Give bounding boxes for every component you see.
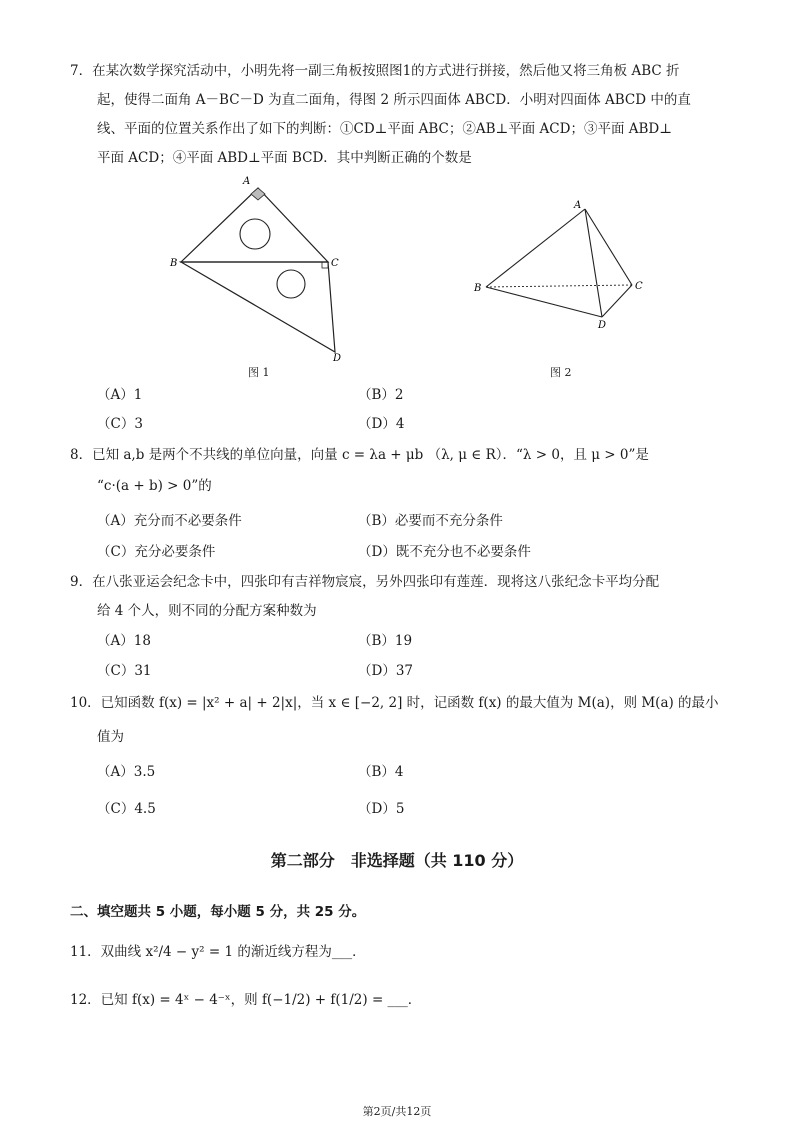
fig1-label-c: C [331, 258, 339, 269]
q10-option-d: （D）5 [358, 801, 405, 817]
fig2-edge-bc-hidden [486, 285, 632, 287]
q7-line-2: 起，使得二面角 A－BC－D 为直二面角，得图 2 所示四面体 ABCD．小明对四面体 ABCD 中的直 [97, 92, 691, 108]
q9-option-d: （D）37 [358, 663, 414, 679]
q10-line-2: 值为 [97, 729, 124, 745]
fig1-label-a: A [243, 176, 251, 187]
fig2-edge-bd [486, 287, 602, 317]
q9-line-1: 9．在八张亚运会纪念卡中，四张印有吉祥物宸宸，另外四张印有莲莲．现将这八张纪念卡平均分配 [70, 574, 660, 590]
part2-heading: 第二部分 非选择题（共 110 分） [270, 851, 524, 870]
figure-2-diagram [472, 196, 652, 336]
figure-2-caption: 图 2 [550, 366, 572, 379]
q7-option-d: （D）4 [358, 416, 405, 432]
figure-1-caption: 图 1 [248, 366, 270, 379]
fig2-label-a: A [574, 200, 582, 211]
q8-option-a: （A）充分而不必要条件 [97, 513, 242, 529]
q12-text: 12．已知 f(x) = 4ˣ − 4⁻ˣ，则 f(−1/2) + f(1/2) = ___． [70, 992, 422, 1008]
fig1-label-d: D [333, 353, 342, 362]
fig2-label-b: B [474, 283, 482, 294]
q7-option-b: （B）2 [358, 387, 404, 403]
q8-line-1: 8．已知 a,b 是两个不共线的单位向量，向量 c = λa + μb （λ, μ ∈ R）．“λ > 0，且 μ > 0”是 [70, 447, 649, 463]
fig1-triangle-bcd [181, 262, 335, 352]
fig2-edge-ab [486, 209, 585, 287]
fig1-right-angle-mark-c [322, 262, 328, 268]
q8-line-2: “c·(a + b) > 0”的 [97, 478, 212, 494]
page-footer: 第2页/共12页 [362, 1105, 432, 1118]
q9-option-b: （B）19 [358, 633, 413, 649]
q8-option-b: （B）必要而不充分条件 [358, 513, 503, 529]
q11-text: 11．双曲线 x²/4 − y² = 1 的渐近线方程为___． [70, 944, 366, 960]
q10-option-c: （C）4.5 [97, 801, 156, 817]
q7-line-1: 7．在某次数学探究活动中，小明先将一副三角板按照图1的方式进行拼接，然后他又将三角板 ABC 折 [70, 63, 680, 79]
q7-option-a: （A）1 [97, 387, 143, 403]
fig1-label-b: B [170, 258, 178, 269]
q8-option-c: （C）充分必要条件 [97, 544, 216, 560]
q10-line-1: 10．已知函数 f(x) = |x² + a| + 2|x|，当 x ∈ [−2, 2] 时，记函数 f(x) 的最大值为 M(a)，则 M(a) 的最小 [70, 695, 719, 711]
q9-line-2: 给 4 个人，则不同的分配方案种数为 [97, 603, 317, 619]
fig1-right-angle-mark-a [251, 188, 265, 200]
fig2-edge-ac [585, 209, 632, 285]
fig1-hole-1 [240, 219, 270, 249]
q7-option-c: （C）3 [97, 416, 143, 432]
fig2-edge-cd [602, 285, 632, 317]
section2-heading: 二、填空题共 5 小题，每小题 5 分，共 25 分。 [70, 904, 366, 920]
q10-option-b: （B）4 [358, 764, 404, 780]
fig2-label-c: C [635, 281, 643, 292]
fig2-label-d: D [598, 320, 607, 331]
q9-option-c: （C）31 [97, 663, 152, 679]
q10-option-a: （A）3.5 [97, 764, 156, 780]
fig2-edge-ad [585, 209, 602, 317]
q7-line-3: 线、平面的位置关系作出了如下的判断：①CD⊥平面 ABC；②AB⊥平面 ACD；③平面 ABD⊥ [97, 121, 672, 137]
fig1-triangle-abc [181, 188, 328, 262]
q7-line-4: 平面 ACD；④平面 ABD⊥平面 BCD．其中判断正确的个数是 [97, 150, 472, 166]
fig1-hole-2 [277, 270, 305, 298]
figure-1-diagram [165, 172, 355, 362]
q9-option-a: （A）18 [97, 633, 151, 649]
q8-option-d: （D）既不充分也不必要条件 [358, 544, 531, 560]
